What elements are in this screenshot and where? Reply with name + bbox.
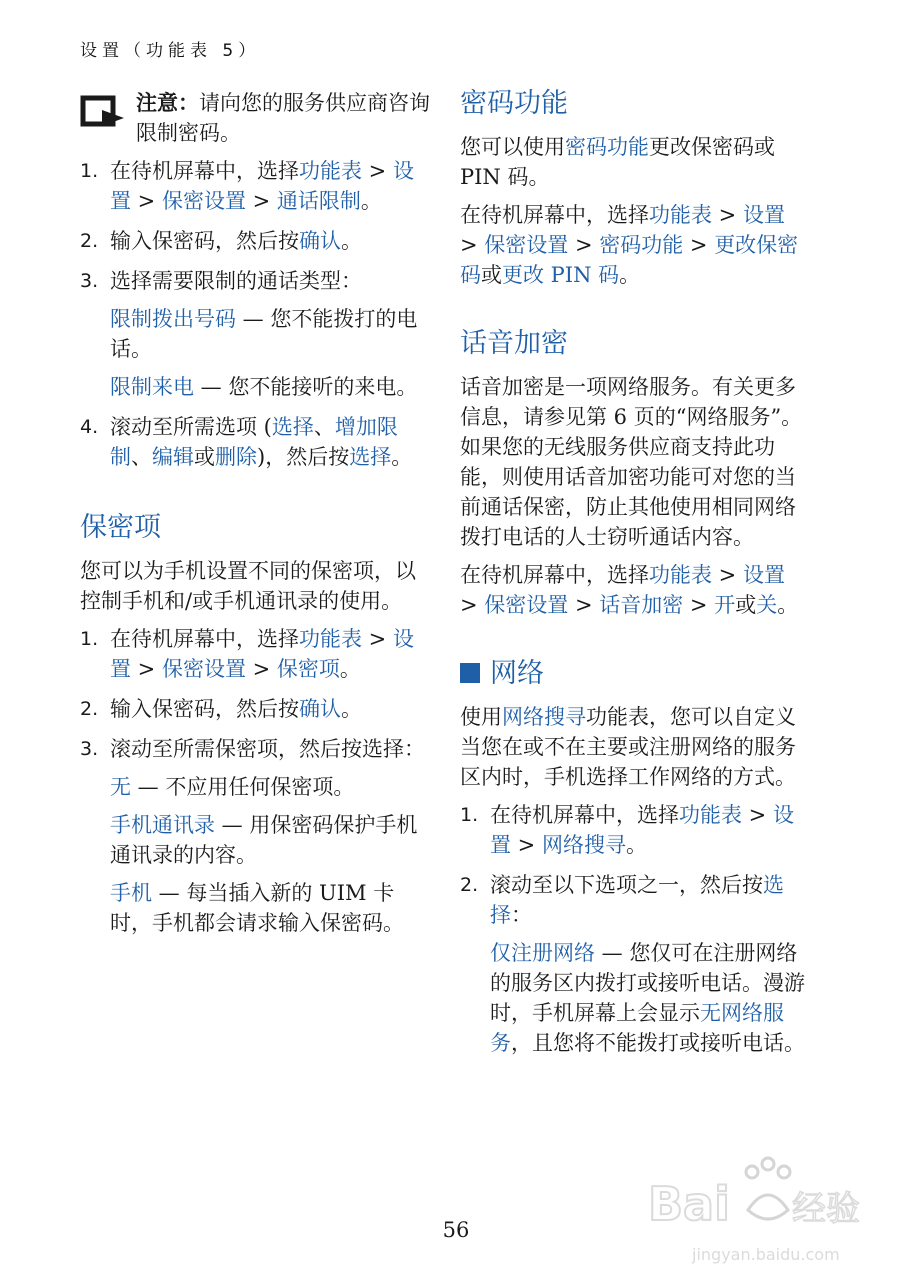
menu-link: 网络搜寻 — [502, 705, 586, 729]
menu-link: 开 — [714, 593, 736, 617]
note-body: 请向您的服务供应商咨询限制密码。 — [136, 91, 430, 145]
list-item — [80, 266, 432, 402]
step-number: 1. — [460, 804, 479, 826]
menu-link: 设置 — [742, 563, 785, 587]
step-text: 选择需要限制的通话类型： — [110, 269, 362, 293]
step-text: ： — [511, 903, 532, 927]
section-heading-security: 保密项 — [80, 512, 161, 543]
section-square-icon — [460, 663, 480, 683]
section-heading-network — [460, 654, 808, 694]
option-text: — 您不能接听的来电。 — [194, 375, 418, 399]
para-text: 您可以使用 — [460, 135, 565, 159]
separator: > — [683, 593, 715, 617]
option-item — [110, 304, 432, 364]
separator: > — [245, 657, 277, 681]
menu-link: 确认 — [299, 229, 341, 253]
list-item — [80, 624, 432, 684]
option-label: 限制拨出号码 — [110, 307, 236, 331]
menu-link: 话音加密 — [599, 593, 684, 617]
menu-link: 保密设置 — [161, 189, 246, 213]
step-text: 。 — [339, 657, 361, 681]
separator: > — [683, 233, 715, 257]
separator: > — [362, 627, 393, 651]
svg-text:jingyan.baidu.com: jingyan.baidu.com — [692, 1245, 840, 1264]
menu-link: 功能表 — [299, 159, 362, 183]
baidu-watermark-logo — [620, 1150, 880, 1270]
separator: > — [131, 657, 162, 681]
network-intro — [460, 702, 808, 792]
separator: > — [362, 159, 393, 183]
menu-link: 功能表 — [649, 203, 712, 227]
step-text: 。 — [391, 445, 413, 469]
step-text: 在待机屏幕中，选择 — [110, 627, 299, 651]
step-number: 3. — [80, 738, 99, 760]
network-steps — [460, 800, 808, 1058]
menu-link: 密码功能 — [565, 135, 649, 159]
step-number: 2. — [80, 230, 99, 252]
option-item — [110, 372, 432, 402]
voice-privacy-path — [460, 560, 808, 620]
separator: > — [460, 593, 485, 617]
step-text: 。 — [341, 229, 362, 253]
separator: > — [712, 563, 743, 587]
svg-text:经验: 经验 — [792, 1189, 860, 1229]
option-item — [110, 810, 432, 870]
menu-link: 更改 PIN 码 — [502, 263, 620, 287]
step-number: 1. — [80, 160, 99, 182]
step-text: 输入保密码，然后按 — [110, 697, 299, 721]
para-text: 更改保密码或 PIN 码。 — [460, 135, 775, 189]
separator: > — [245, 189, 277, 213]
step-number: 2. — [460, 874, 479, 896]
separator: > — [712, 203, 743, 227]
menu-link: 编辑 — [152, 445, 194, 469]
step-text: 或 — [194, 445, 215, 469]
list-item — [80, 694, 432, 724]
step-text: 在待机屏幕中，选择 — [490, 803, 679, 827]
step-text: 在待机屏幕中，选择 — [110, 159, 299, 183]
option-label: 手机通讯录 — [110, 813, 215, 837]
svg-text:Bai: Bai — [648, 1177, 730, 1231]
para-text: 在待机屏幕中，选择 — [460, 203, 649, 227]
separator: > — [460, 233, 485, 257]
menu-link: 关 — [756, 593, 778, 617]
list-item — [460, 800, 808, 860]
menu-link: 设置 — [490, 803, 794, 857]
option-label: 手机 — [110, 881, 152, 905]
menu-link: 功能表 — [299, 627, 362, 651]
list-item — [460, 870, 808, 1058]
separator: > — [742, 803, 773, 827]
password-intro — [460, 132, 808, 192]
menu-link: 通话限制 — [276, 189, 361, 213]
menu-link: 功能表 — [649, 563, 712, 587]
para-text: 或 — [481, 263, 502, 287]
voice-privacy-intro: 话音加密是一项网络服务。有关更多信息，请参见第 6 页的“网络服务”。如果您的无线服务供应商支持此功能，则使用话音加密功能可对您的当前通话保密，防止其他使用相同网络拨打电话的人士窃听通话内容。 — [460, 375, 803, 549]
para-text: 功能表，您可以自定义当您在或不在主要或注册网络的服务区内时，手机选择工作网络的方式。 — [460, 705, 796, 789]
note-icon — [80, 88, 136, 138]
menu-link: 设置 — [742, 203, 785, 227]
separator: > — [568, 233, 600, 257]
note-text — [136, 88, 432, 148]
step-text: 。 — [625, 833, 647, 857]
step-text: ： — [404, 737, 425, 761]
menu-link: 确认 — [299, 697, 341, 721]
security-steps — [80, 624, 432, 938]
note-label: 注意： — [136, 91, 199, 115]
option-label: 仅注册网络 — [490, 941, 595, 965]
step-number: 4. — [80, 416, 99, 438]
step-number: 1. — [80, 628, 99, 650]
separator: > — [568, 593, 600, 617]
menu-link: 删除 — [215, 445, 257, 469]
separator: > — [511, 833, 542, 857]
menu-link: 密码功能 — [599, 233, 684, 257]
menu-link: 设置 — [110, 627, 414, 681]
para-text: 。 — [619, 263, 641, 287]
option-item — [490, 938, 808, 1058]
step-text: 、 — [313, 415, 335, 439]
step-text: )，然后按 — [257, 445, 350, 469]
option-item — [110, 772, 432, 802]
step-text: 滚动至以下选项之一，然后按 — [490, 873, 763, 897]
menu-link: 选择 — [349, 445, 392, 469]
menu-link: 功能表 — [679, 803, 742, 827]
option-item — [110, 878, 432, 938]
separator: > — [131, 189, 162, 213]
security-intro: 您可以为手机设置不同的保密项，以控制手机和/或手机通讯录的使用。 — [80, 559, 416, 613]
password-path — [460, 200, 808, 290]
section-heading-voice-privacy: 话音加密 — [460, 328, 568, 359]
option-text: — 您仅可在注册网络的服务区内拨打或接听电话。漫游时，手机屏幕上会显示 — [490, 941, 805, 1025]
page-number: 56 — [442, 1218, 470, 1242]
step-number: 2. — [80, 698, 99, 720]
step-text: 输入保密码，然后按 — [110, 229, 299, 253]
option-text: — 用保密码保护手机通讯录的内容。 — [110, 813, 418, 867]
menu-link: 保密项 — [276, 657, 340, 681]
option-text: ，且您将不能拨打或接听电话。 — [511, 1031, 805, 1055]
heading-text: 网络 — [490, 658, 544, 689]
option-label: 无 — [110, 775, 131, 799]
menu-link: 保密设置 — [484, 593, 569, 617]
para-text: 或 — [735, 593, 757, 617]
menu-link: 更改保密码 — [460, 233, 799, 287]
para-text: 使用 — [460, 705, 502, 729]
step-number: 3. — [80, 270, 99, 292]
option-text: — 每当插入新的 UIM 卡时，手机都会请求输入保密码。 — [110, 881, 404, 935]
note-block — [80, 88, 432, 148]
step-text: 滚动至所需保密项，然后按 — [110, 737, 362, 761]
option-text: — 您不能拨打的电话。 — [110, 307, 418, 361]
menu-link: 设置 — [110, 159, 414, 213]
right-column — [460, 84, 808, 1068]
section-heading-password: 密码功能 — [460, 88, 568, 119]
menu-link: 选择 — [271, 415, 314, 439]
step-text: 滚动至所需选项 ( — [110, 415, 272, 439]
menu-link: 保密设置 — [484, 233, 569, 257]
step-text: 。 — [360, 189, 382, 213]
list-item — [80, 156, 432, 216]
call-restriction-steps — [80, 156, 432, 472]
para-text: 。 — [777, 593, 799, 617]
menu-link: 保密设置 — [161, 657, 246, 681]
option-label: 限制来电 — [110, 375, 194, 399]
list-item — [80, 412, 432, 472]
option-text: — 不应用任何保密项。 — [131, 775, 355, 799]
softkey-label: 选择 — [362, 737, 404, 761]
left-column — [80, 84, 432, 948]
menu-link: 网络搜寻 — [541, 833, 626, 857]
menu-link: 无网络服务 — [490, 1001, 784, 1055]
running-header: 设置（功能表 5） — [80, 41, 261, 61]
para-text: 在待机屏幕中，选择 — [460, 563, 649, 587]
menu-link: 选择 — [490, 873, 784, 927]
list-item — [80, 226, 432, 256]
menu-link: 增加限制 — [110, 415, 398, 469]
step-text: 、 — [131, 445, 152, 469]
step-text: 。 — [341, 697, 362, 721]
list-item — [80, 734, 432, 938]
